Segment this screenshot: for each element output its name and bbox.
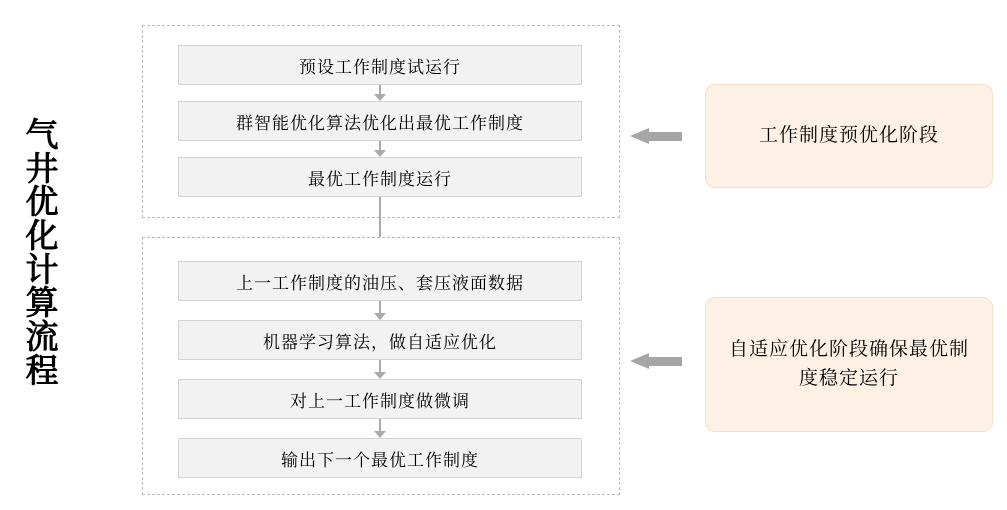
step-box-adaptive-1[interactable]: 上一工作制度的油压、套压液面数据 [178,261,582,301]
stage-pointer-arrow-pre [630,128,682,144]
step-box-pre-1[interactable]: 预设工作制度试运行 [178,45,582,85]
connector-arrow-pre-2-3 [374,141,386,157]
step-box-adaptive-2[interactable]: 机器学习算法，做自适应优化 [178,320,582,360]
connector-arrow-adaptive-3-4 [374,419,386,438]
step-box-adaptive-4[interactable]: 输出下一个最优工作制度 [178,438,582,478]
stage-card-pre-optimization[interactable]: 工作制度预优化阶段 [705,84,993,188]
connector-arrow-adaptive-2-3 [374,360,386,379]
connector-arrow-pre-1-2 [374,85,386,101]
stage-card-adaptive-optimization[interactable]: 自适应优化阶段确保最优制度稳定运行 [705,297,993,432]
step-box-pre-2[interactable]: 群智能优化算法优化出最优工作制度 [178,101,582,141]
stage-pointer-arrow-adaptive [630,353,682,369]
step-box-pre-3[interactable]: 最优工作制度运行 [178,157,582,197]
step-box-adaptive-3[interactable]: 对上一工作制度做微调 [178,379,582,419]
connector-arrow-adaptive-1-2 [374,301,386,320]
diagram-vertical-title: 气井优化计算流程 [25,116,59,389]
